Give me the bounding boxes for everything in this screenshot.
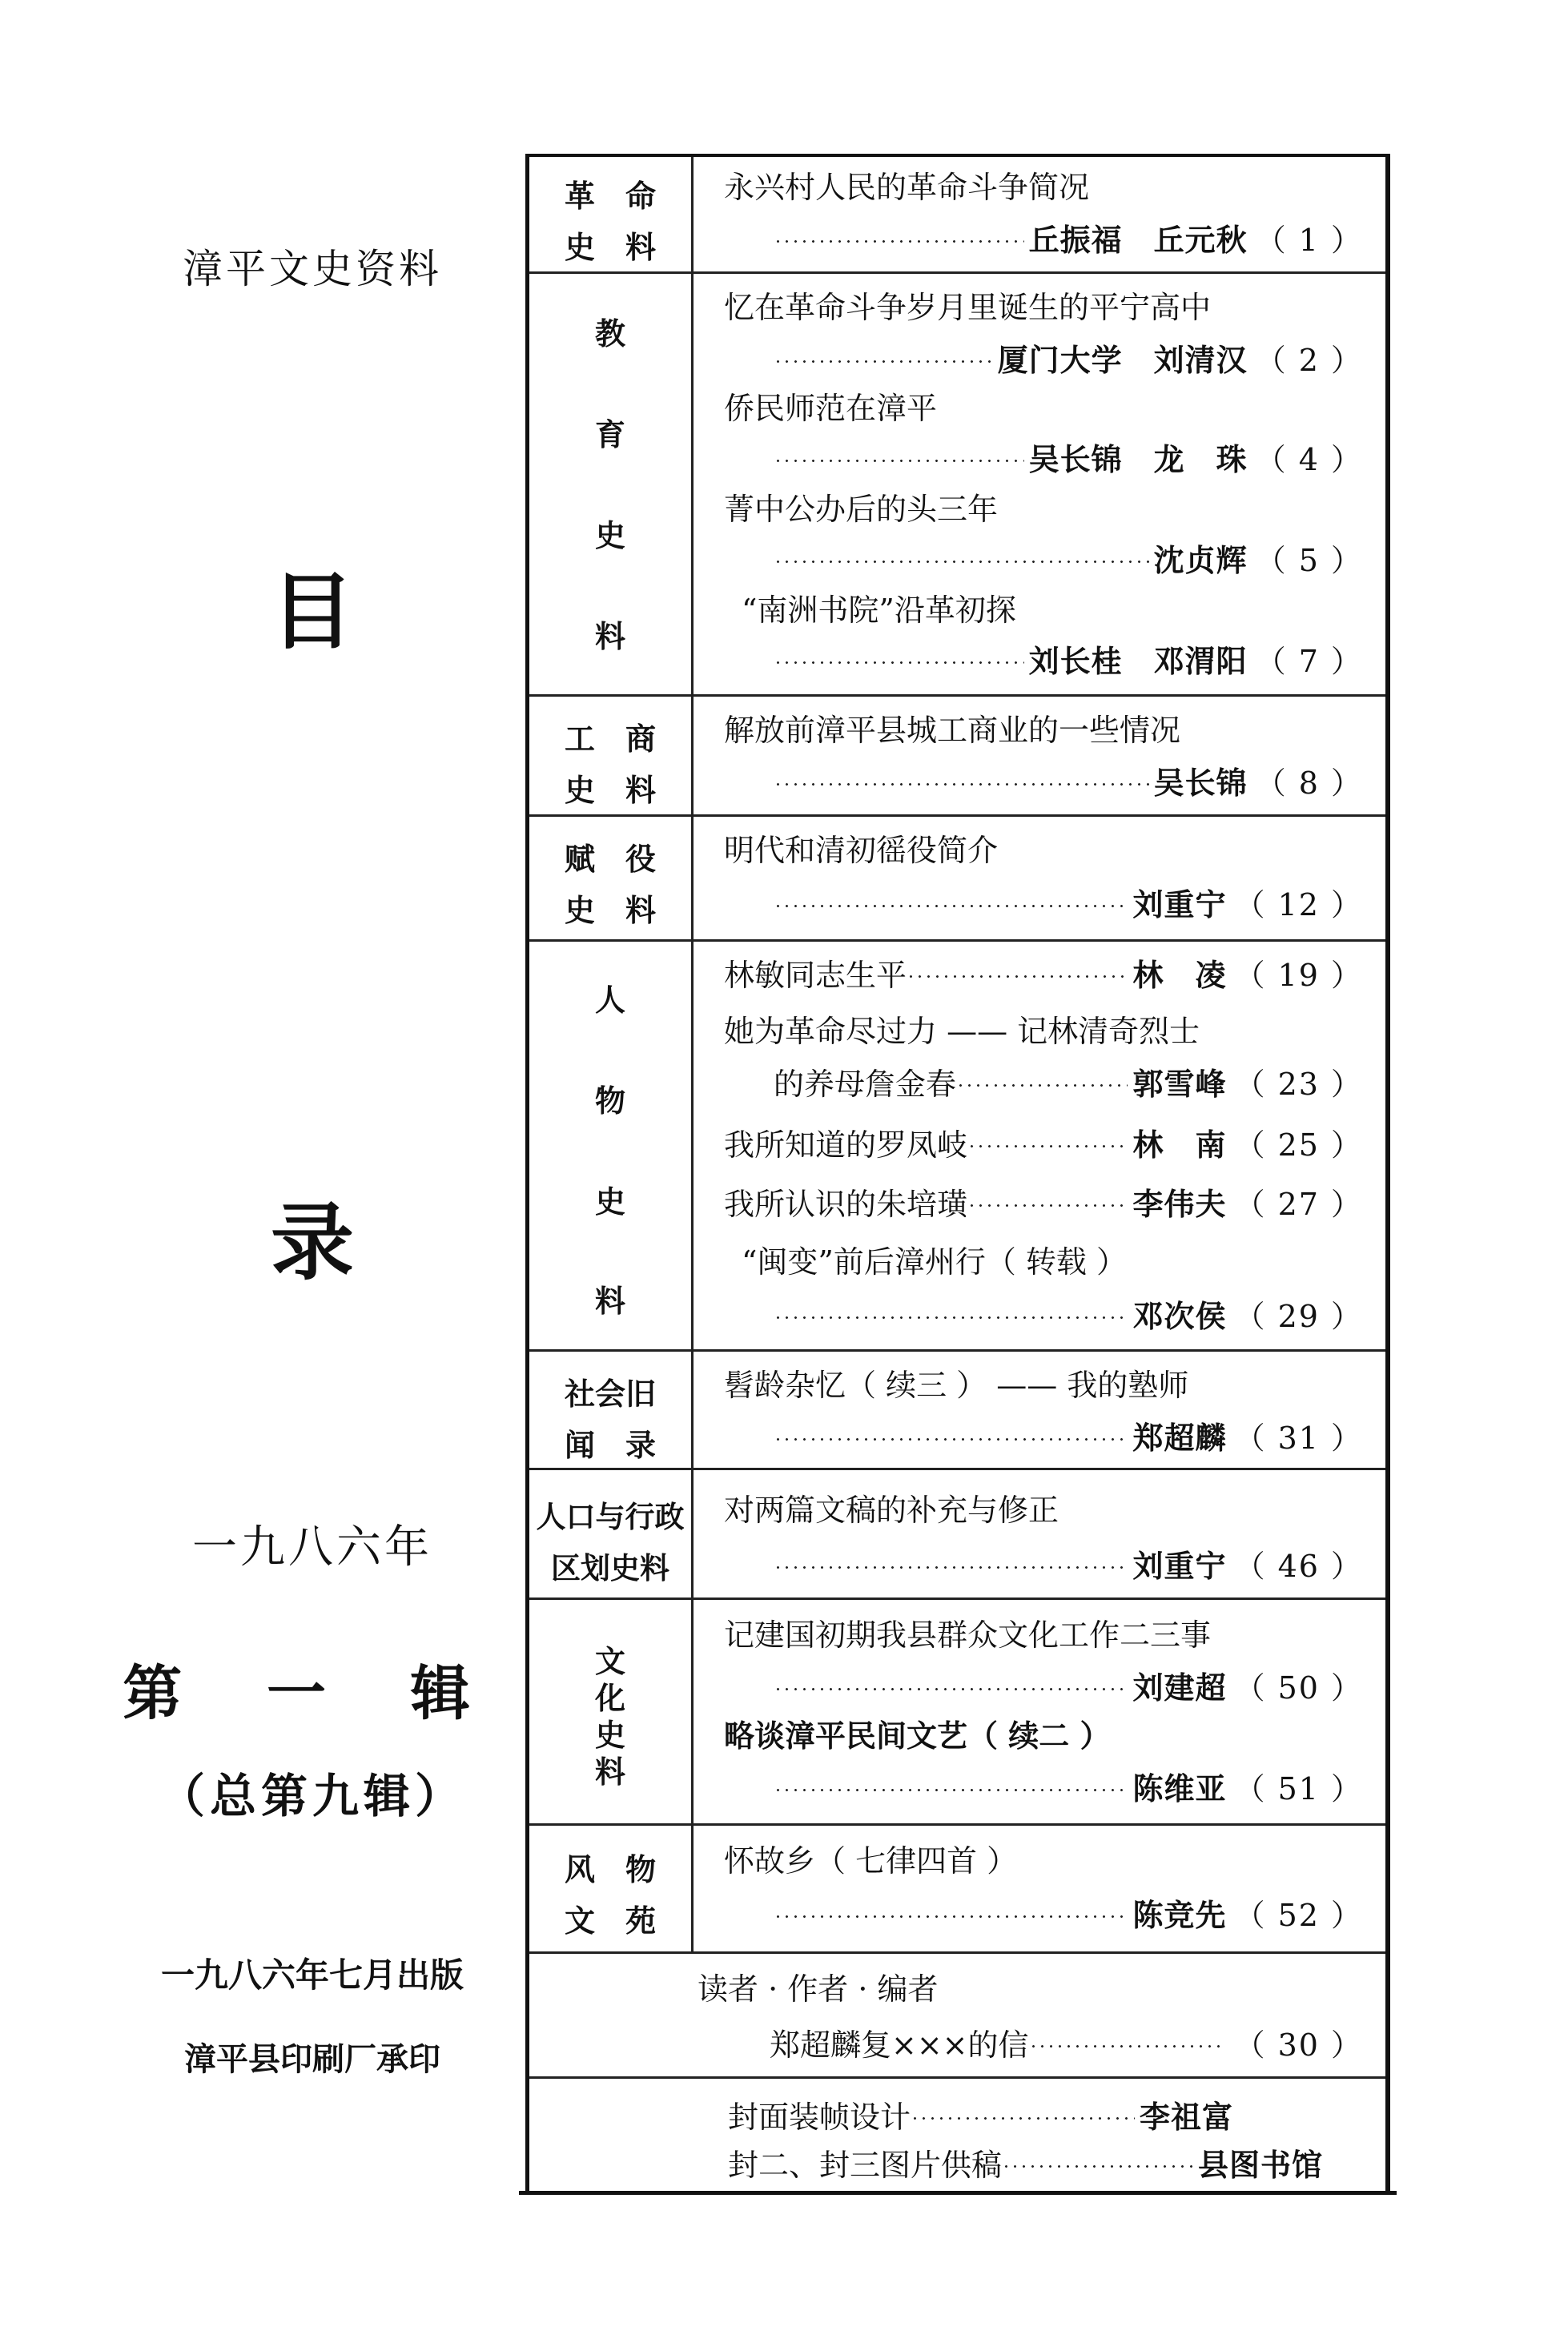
leader-dots (774, 1316, 1128, 1319)
leader-dots (967, 1204, 1128, 1207)
leader-dots (774, 1566, 1128, 1569)
category-line: 文 (594, 1644, 625, 1679)
credit-name: 县图书馆 (1197, 2147, 1323, 2183)
credit-label: 封面装帧设计 (728, 2099, 911, 2135)
entry-author-line (774, 538, 1363, 577)
entry-author: 陈维亚 (1132, 1770, 1227, 1806)
entry-author-line (774, 882, 1363, 921)
section-commerce (529, 697, 1385, 817)
entry-page: （ 4 ） (1255, 441, 1363, 477)
entry-title: 我所认识的朱培璜 (724, 1186, 968, 1222)
contents-heading-char-1: 目 (270, 563, 354, 661)
entry-title: “闽变”前后漳州行（ 转载 ） (742, 1244, 1128, 1280)
leader-dots (774, 240, 1024, 243)
entry-title: 略谈漳平民间文艺（ 续二 ） (724, 1718, 1111, 1754)
publication-date: 一九八六年七月出版 (160, 1955, 464, 1995)
section-entries (694, 157, 1385, 271)
entry-title-continued: 的养母詹金春 (774, 1066, 957, 1102)
category-line: 文 苑 (564, 1903, 656, 1939)
category-line: 区划史料 (551, 1551, 669, 1585)
entry-title: 林敏同志生平 (724, 957, 907, 993)
entry-author-line (774, 639, 1363, 677)
category-line: 史 (594, 1184, 625, 1220)
entry-author-line (774, 761, 1363, 799)
entry-page: （ 29 ） (1234, 1298, 1363, 1334)
section-category (529, 1600, 694, 1823)
credit-line (728, 2143, 1323, 2181)
entry-page: （ 2 ） (1255, 342, 1363, 378)
entry-page: （ 25 ） (1234, 1127, 1363, 1163)
series-title: 漳平文史资料 (183, 246, 442, 292)
entry-page: （ 12 ） (1234, 886, 1363, 922)
section-culture (529, 1600, 1385, 1826)
leader-dots (774, 783, 1149, 786)
section-entries (694, 1826, 1385, 1951)
entry-page: （ 7 ） (1255, 643, 1363, 679)
leader-dots (774, 661, 1024, 664)
leader-dots (774, 460, 1024, 462)
entry-title: 忆在革命斗争岁月里诞生的平宁高中 (724, 290, 1212, 325)
entry-inline-line (774, 1062, 1363, 1100)
section-entries (694, 942, 1385, 1349)
entry-author: 厦门大学 刘清汉 (997, 342, 1248, 378)
category-line: 风 物 (564, 1852, 656, 1887)
category-line: 社会旧 (564, 1376, 656, 1412)
table-bottom-rule (519, 2191, 1397, 2195)
category-line: 史 (594, 518, 625, 553)
entry-author-line (774, 437, 1363, 476)
section-readers-letters (529, 1954, 1385, 2079)
leader-dots (774, 1438, 1128, 1441)
entry-page: （ 51 ） (1234, 1770, 1363, 1806)
category-line: 革 命 (564, 179, 656, 214)
entry-title: 怀故乡（ 七律四首 ） (724, 1843, 1018, 1879)
entry-title: 髫龄杂忆（ 续三 ） —— 我的塾师 (724, 1368, 1189, 1403)
entry-inline-line (724, 1123, 1363, 1161)
category-line: 史 料 (564, 773, 656, 808)
section-customs-literature (529, 1826, 1385, 1954)
entry-page: （ 5 ） (1255, 542, 1363, 578)
entry-page: （ 1 ） (1255, 222, 1363, 258)
section-entries (694, 1352, 1385, 1468)
category-line: 赋 役 (564, 842, 656, 877)
entry-author-line (774, 1766, 1363, 1805)
volume-number: 第 一 辑 (123, 1659, 502, 1728)
printer-note: 漳平县印刷厂承印 (184, 2041, 440, 2078)
entry-author: 林 凌 (1132, 957, 1227, 993)
entry-page: （ 50 ） (1234, 1670, 1363, 1706)
entry-author-line (774, 338, 1363, 376)
section-biographies (529, 942, 1385, 1352)
entry-page: （ 46 ） (1234, 1548, 1363, 1584)
category-line: 史 (594, 1718, 625, 1753)
leader-dots (1029, 2045, 1222, 2048)
leader-dots (774, 1688, 1128, 1690)
readers-heading: 读者 · 作者 · 编者 (698, 1971, 939, 2007)
category-line: 史 料 (564, 893, 656, 928)
total-volume-number: （总第九辑） (158, 1769, 466, 1823)
category-line: 化 (594, 1681, 625, 1716)
category-line: 工 商 (564, 721, 656, 757)
section-education (529, 274, 1385, 697)
credit-label: 封二、封三图片供稿 (728, 2147, 1003, 2183)
leader-dots (774, 561, 1149, 563)
entry-title: 我所知道的罗凤岐 (724, 1127, 968, 1163)
leader-dots (907, 975, 1128, 978)
section-entries (694, 274, 1385, 694)
section-taxation (529, 817, 1385, 942)
section-social-anecdotes (529, 1352, 1385, 1470)
readers-entry-line (770, 2023, 1363, 2061)
entry-author: 吴长锦 龙 珠 (1028, 441, 1248, 477)
entry-author-line (774, 1544, 1363, 1582)
entry-title: 记建国初期我县群众文化工作二三事 (724, 1618, 1212, 1653)
leader-dots (774, 1789, 1128, 1791)
entry-page: （ 8 ） (1255, 765, 1363, 801)
entry-author-line (774, 218, 1363, 256)
section-credits (529, 2079, 1385, 2191)
category-line: 料 (594, 1284, 625, 1319)
entry-author: 郭雪峰 (1132, 1066, 1227, 1102)
category-line: 人口与行政 (536, 1500, 685, 1534)
entry-page: （ 27 ） (1234, 1186, 1363, 1222)
entry-author-line (774, 1893, 1363, 1931)
entry-author-line (774, 1666, 1363, 1704)
publication-year: 一九八六年 (192, 1521, 432, 1573)
category-line: 育 (594, 417, 625, 452)
left-column (120, 0, 505, 2343)
section-category (529, 942, 694, 1349)
category-line: 史 料 (564, 230, 656, 265)
category-line: 料 (594, 1754, 625, 1790)
entry-author: 李伟夫 (1132, 1186, 1227, 1222)
contents-heading-char-2: 录 (270, 1194, 354, 1292)
entry-title: 解放前漳平县城工商业的一些情况 (724, 713, 1181, 748)
leader-dots (774, 905, 1128, 907)
entry-author-line (774, 1416, 1363, 1454)
section-category (529, 274, 694, 694)
readers-entry-title: 郑超麟复×××的信 (770, 2027, 1029, 2063)
entry-title: 她为革命尽过力 —— 记林清奇烈士 (724, 1014, 1200, 1049)
entry-title: “南洲书院”沿革初探 (742, 593, 1016, 628)
entry-author: 邓次侯 (1132, 1298, 1227, 1334)
entry-title: 明代和清初徭役简介 (724, 833, 999, 868)
section-entries (694, 817, 1385, 939)
category-line: 闻 录 (564, 1428, 656, 1463)
entry-author: 刘重宁 (1132, 1548, 1227, 1584)
section-population-admin (529, 1470, 1385, 1600)
leader-dots (774, 1915, 1128, 1918)
entry-title: 永兴村人民的革命斗争简况 (724, 170, 1090, 205)
entry-page: （ 23 ） (1234, 1066, 1363, 1102)
leader-dots (956, 1084, 1128, 1087)
section-category (529, 697, 694, 814)
category-line: 人 (594, 983, 625, 1018)
entry-page: （ 30 ） (1234, 2027, 1363, 2063)
entry-page: （ 52 ） (1234, 1897, 1363, 1933)
section-category (529, 1352, 694, 1468)
credit-line (728, 2095, 1233, 2133)
entry-author: 郑超麟 (1132, 1420, 1227, 1456)
section-category (529, 1470, 694, 1598)
entry-author: 丘振福 丘元秋 (1028, 222, 1248, 258)
entry-author: 刘长桂 邓渭阳 (1028, 643, 1248, 679)
credit-name: 李祖富 (1139, 2099, 1233, 2135)
entry-title: 侨民师范在漳平 (724, 391, 938, 426)
section-entries (694, 1600, 1385, 1823)
entry-inline-line (724, 953, 1363, 991)
entry-author: 沈贞辉 (1153, 542, 1248, 578)
section-entries (694, 1470, 1385, 1598)
entry-author: 陈竞先 (1132, 1897, 1227, 1933)
entry-author: 林 南 (1132, 1127, 1227, 1163)
entry-author-line (774, 1294, 1363, 1332)
entry-title: 菁中公办后的头三年 (724, 492, 999, 527)
category-line: 料 (594, 619, 625, 654)
entry-author: 吴长锦 (1153, 765, 1248, 801)
entry-inline-line (724, 1182, 1363, 1220)
entry-author: 刘建超 (1132, 1670, 1227, 1706)
section-category (529, 157, 694, 271)
section-category (529, 817, 694, 939)
leader-dots (967, 1145, 1128, 1147)
category-line: 物 (594, 1083, 625, 1119)
section-entries (694, 697, 1385, 814)
entry-author: 刘重宁 (1132, 886, 1227, 922)
leader-dots (774, 360, 993, 363)
category-line: 教 (594, 316, 625, 352)
section-revolution (529, 157, 1385, 274)
entry-title: 对两篇文稿的补充与修正 (724, 1493, 1059, 1528)
leader-dots (1002, 2165, 1193, 2168)
entry-page: （ 19 ） (1234, 957, 1363, 993)
section-category (529, 1826, 694, 1951)
leader-dots (911, 2117, 1135, 2120)
entry-page: （ 31 ） (1234, 1420, 1363, 1456)
